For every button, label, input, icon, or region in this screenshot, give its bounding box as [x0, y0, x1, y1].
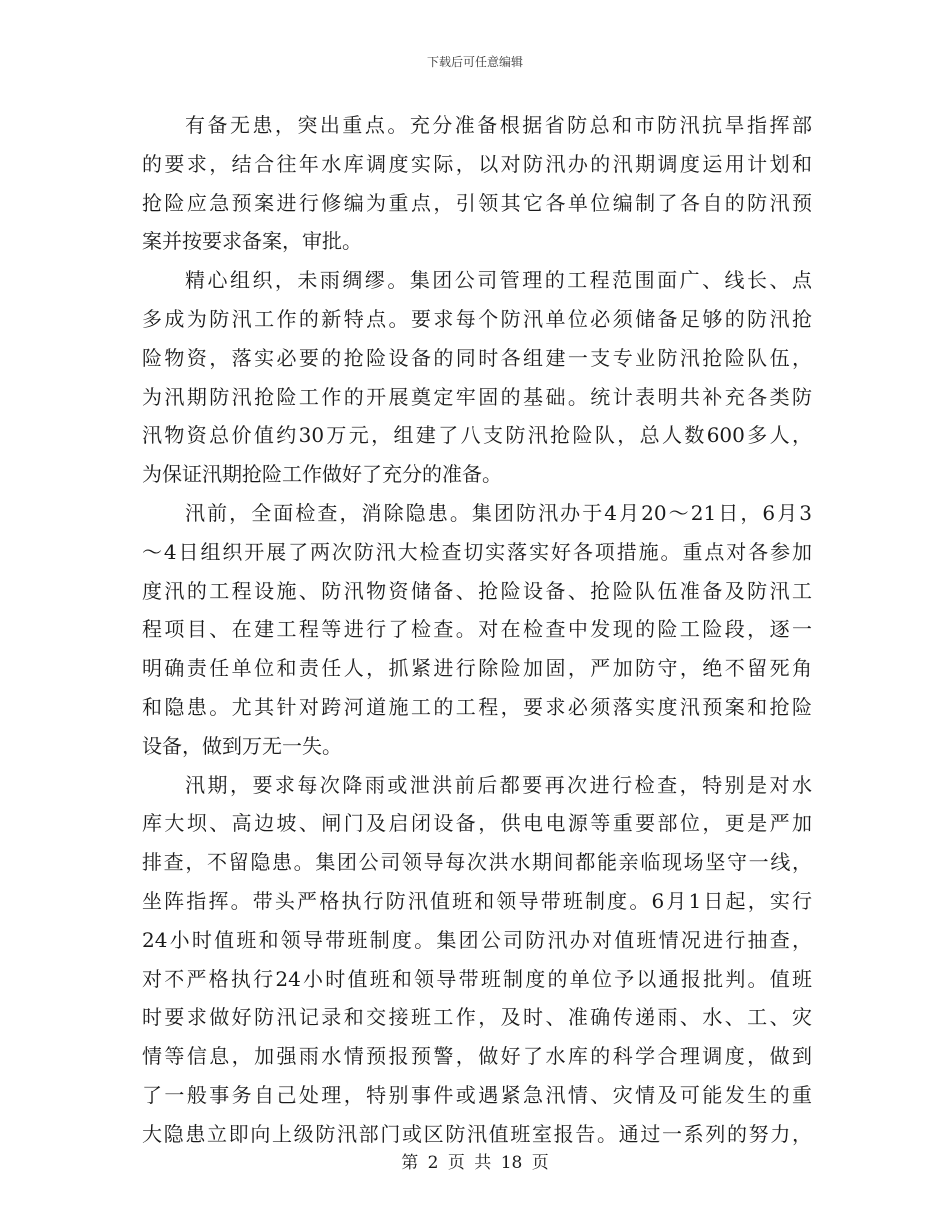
text-line: 明确责任单位和责任人，抓紧进行除险加固，严加防守，绝不留死角 — [142, 656, 812, 681]
text-line: 24小时值班和领导带班制度。集团公司防汛办对值班情况进行抽查， — [142, 927, 812, 952]
text-line: 有备无患，突出重点。充分准备根据省防总和市防汛抗旱指挥部 — [185, 113, 812, 137]
paragraph — [142, 494, 812, 766]
text-line: 程项目、在建工程等进行了检查。对在检查中发现的险工险段，逐一 — [142, 617, 812, 642]
paragraph — [142, 106, 812, 261]
text-line: 度汛的工程设施、防汛物资储备、抢险设备、抢险队伍准备及防汛工 — [142, 578, 812, 603]
text-line: 汛期，要求每次降雨或泄洪前后都要再次进行检查，特别是对水 — [185, 772, 812, 797]
text-line: 为汛期防汛抢险工作的开展奠定牢固的基础。统计表明共补充各类防 — [142, 384, 812, 409]
text-line: 多成为防汛工作的新特点。要求每个防汛单位必须储备足够的防汛抢 — [142, 306, 812, 331]
text-line: 了一般事务自己处理，特别事件或遇紧急汛情、灾情及可能发生的重 — [142, 1082, 812, 1107]
text-line: 排查，不留隐患。集团公司领导每次洪水期间都能亲临现场坚守一线， — [142, 850, 812, 875]
text-line: 坐阵指挥。带头严格执行防汛值班和领导带班制度。6月1日起，实行 — [142, 888, 812, 913]
text-line: 险物资，落实必要的抢险设备的同时各组建一支专业防汛抢险队伍， — [142, 345, 812, 370]
page-number-footer: 第 2 页 共 18 页 — [401, 1153, 549, 1173]
text-line: 对不严格执行24小时值班和领导带班制度的单位予以通报批判。值班 — [142, 966, 812, 991]
text-line: 精心组织，未雨绸缪。集团公司管理的工程范围面广、线长、点 — [185, 268, 812, 293]
paragraph — [142, 766, 812, 1154]
text-line: 库大坝、高边坡、闸门及启闭设备，供电电源等重要部位，更是严加 — [142, 811, 812, 836]
text-line: 抢险应急预案进行修编为重点，引领其它各单位编制了各自的防汛预 — [142, 190, 812, 215]
text-line: 为保证汛期抢险工作做好了充分的准备。 — [142, 462, 502, 487]
text-line: ～4日组织开展了两次防汛大检查切实落实好各项措施。重点对各参加 — [142, 539, 812, 564]
document-body — [142, 106, 812, 1154]
text-line: 设备，做到万无一失。 — [142, 733, 342, 758]
paragraph — [142, 261, 812, 494]
text-line: 情等信息，加强雨水情预报预警，做好了水库的科学合理调度，做到 — [142, 1044, 812, 1069]
page-header: 下载后可任意编辑 — [426, 55, 523, 69]
text-line: 汛物资总价值约30万元，组建了八支防汛抢险队，总人数600多人， — [142, 423, 812, 448]
text-line: 的要求，结合往年水库调度实际，以对防汛办的汛期调度运用计划和 — [142, 151, 812, 176]
text-line: 大隐患立即向上级防汛部门或区防汛值班室报告。通过一系列的努力， — [142, 1121, 812, 1146]
text-line: 时要求做好防汛记录和交接班工作，及时、准确传递雨、水、工、灾 — [142, 1005, 812, 1030]
text-line: 汛前，全面检查，消除隐患。集团防汛办于4月20～21日，6月3 — [185, 500, 812, 525]
text-line: 案并按要求备案，审批。 — [142, 229, 362, 254]
text-line: 和隐患。尤其针对跨河道施工的工程，要求必须落实度汛预案和抢险 — [142, 694, 812, 719]
